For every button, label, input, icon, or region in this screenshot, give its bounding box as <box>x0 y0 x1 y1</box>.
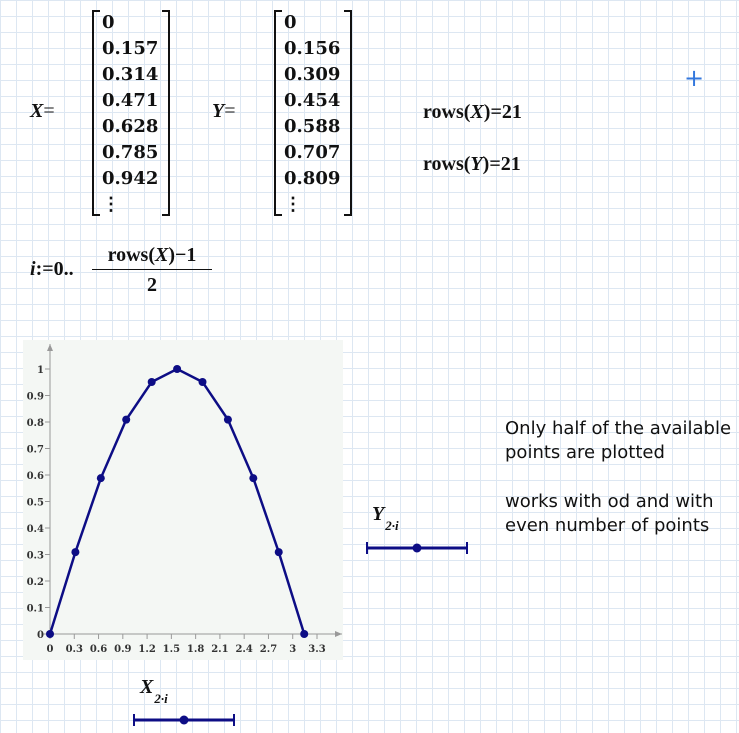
data-point <box>148 378 156 386</box>
x-tick-label: 1.5 <box>162 644 181 655</box>
rows-x-expression[interactable]: rows(X)=21 <box>423 101 522 123</box>
y-matrix-cell: 0 <box>284 12 297 33</box>
y-tick-label: 0.3 <box>26 550 44 562</box>
x-tick-label: 1.8 <box>186 644 205 655</box>
note1-line2: points are plotted <box>505 442 665 463</box>
y-matrix-cell: 0.454 <box>284 90 341 111</box>
x-axis-arrow <box>335 631 342 637</box>
range-denominator: 2 <box>147 274 157 296</box>
note1-line1: Only half of the available <box>505 418 732 439</box>
note-odd-even <box>505 490 714 538</box>
data-point <box>122 416 130 424</box>
range-numerator: rows(X)−1 <box>92 244 212 270</box>
rows-x-fn: rows <box>423 101 464 123</box>
y-tick-label: 0.8 <box>26 418 44 429</box>
range-num-arg: X <box>155 244 169 266</box>
y-matrix-cell: 0.156 <box>284 38 341 59</box>
x-tick-label: 2.4 <box>235 644 253 655</box>
y-tick-label: 0.9 <box>26 391 44 403</box>
rows-x-arg: X <box>470 101 484 123</box>
data-point <box>46 630 54 638</box>
x-matrix-cell: 0.314 <box>102 64 159 85</box>
range-num-fn: rows <box>107 244 149 266</box>
data-point <box>173 365 181 373</box>
y-equals: = <box>224 100 236 122</box>
y-tick-label: 0.6 <box>26 471 44 482</box>
data-point <box>275 548 283 556</box>
y-matrix-cell: 0.707 <box>284 142 341 163</box>
y-axis-label[interactable] <box>372 503 403 533</box>
x-tick-label: 0.9 <box>114 644 132 655</box>
x-matrix-cell: 0.157 <box>102 38 159 59</box>
x-tick-label: 0 <box>46 644 54 655</box>
y-matrix-cell: 0.309 <box>284 64 341 85</box>
x-matrix-cell: 0.471 <box>102 90 159 111</box>
x-trace-legend[interactable] <box>131 712 237 728</box>
y-tick-label: 0.4 <box>26 524 44 535</box>
y-trace-legend[interactable] <box>364 540 470 556</box>
plus-icon[interactable]: + <box>684 64 705 92</box>
note2-line1: works with od and with <box>505 491 714 512</box>
data-point <box>224 416 232 424</box>
y-tick-label: 0.2 <box>26 577 44 588</box>
x-tick-label: 0.3 <box>65 644 83 655</box>
x-tick-label: 1.2 <box>138 644 156 655</box>
x-var-name: X <box>30 100 44 122</box>
y-axis-arrow <box>47 344 53 351</box>
y-axis-base: Y <box>372 503 385 525</box>
rows-y-fn: rows <box>423 153 464 175</box>
rows-y-expression[interactable]: rows(Y)=21 <box>423 153 521 175</box>
x-matrix-cell: 0 <box>102 12 115 33</box>
y-tick-label: 0.1 <box>26 603 44 615</box>
range-start: 0 <box>53 258 64 280</box>
x-tick-label: 0.6 <box>89 644 108 655</box>
x-tick-label: 2.7 <box>259 644 278 655</box>
x-equals: = <box>43 100 55 122</box>
x-axis-label[interactable] <box>140 676 172 706</box>
note-half-points <box>505 417 731 465</box>
note2-line2: even number of points <box>505 515 710 536</box>
x-axis-sub: 2·i <box>154 691 168 706</box>
x-tick-label: 2.1 <box>211 644 229 655</box>
x-axis-base: X <box>140 676 154 698</box>
range-assign: := <box>35 258 54 280</box>
x-matrix-cell: 0.942 <box>102 168 159 189</box>
x-matrix-cell: 0.785 <box>102 142 159 163</box>
y-matrix-cell: 0.588 <box>284 116 341 137</box>
data-point <box>300 630 308 638</box>
x-matrix-cell: 0.628 <box>102 116 159 137</box>
y-matrix-cell: ⋮ <box>284 194 302 215</box>
data-point <box>199 378 207 386</box>
data-point <box>71 548 79 556</box>
y-tick-label: 0.5 <box>26 497 44 509</box>
y-var-name: Y <box>212 100 225 122</box>
range-num-rest: −1 <box>175 244 197 266</box>
y-axis-sub: 2·i <box>385 518 399 533</box>
rows-x-value: =21 <box>490 101 522 123</box>
y-tick-label: 1 <box>37 365 44 376</box>
x-matrix-cell: ⋮ <box>102 194 120 215</box>
range-var: i <box>30 258 36 280</box>
data-point <box>249 474 257 482</box>
data-point <box>97 474 105 482</box>
rows-y-arg: Y <box>470 153 483 175</box>
x-tick-label: 3 <box>289 644 297 655</box>
range-dots: .. <box>63 258 74 280</box>
x-tick-label: 3.3 <box>308 644 326 655</box>
y-matrix-cell: 0.809 <box>284 168 341 189</box>
y-tick-label: 0.7 <box>26 444 44 456</box>
rows-y-value: =21 <box>489 153 521 175</box>
series-line <box>50 369 304 634</box>
y-tick-label: 0 <box>37 630 44 641</box>
